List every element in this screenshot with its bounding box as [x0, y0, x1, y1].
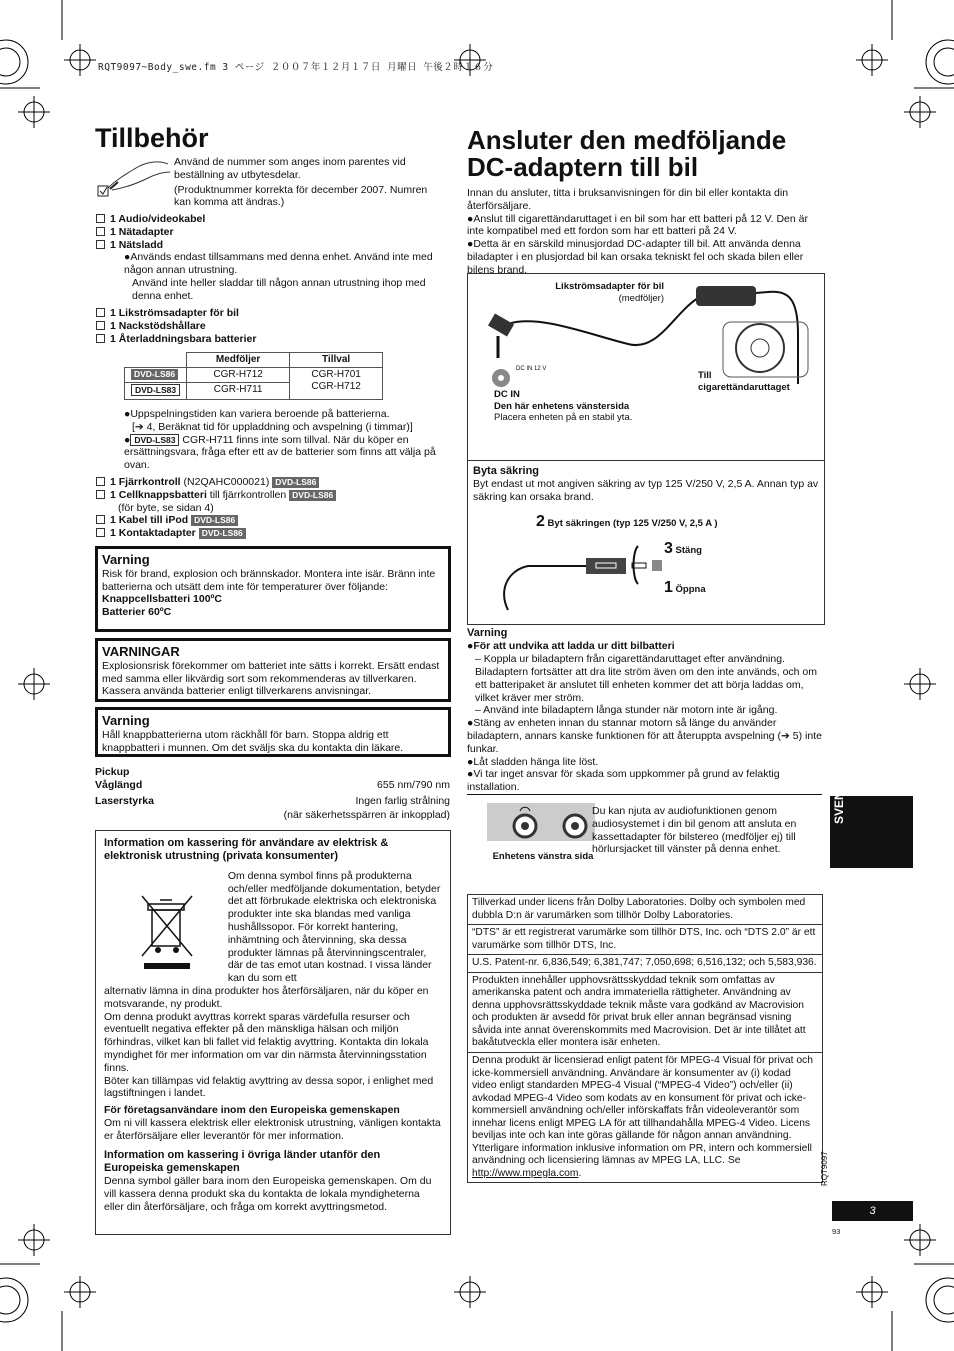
- intro-section: Innan du ansluter, titta i bruksanvisningen för din bil eller kontakta din återförsäljare. ●Anslut till cigarettändaruttaget i en bil som har ett batteri på 12 V. Den är inte kompatibel med ett fordon som har ett batteri på 24 V. ●Detta är en särskild minusjordad DC-adapter till bil. Att använda denna biladapter i en plusjordad bil kan orsaka tekniskt fel och skada bilen eller bilens brand.: [467, 187, 823, 277]
- dc-in-label: DC IN: [494, 389, 520, 400]
- table-header: Tillval: [290, 353, 383, 368]
- warning-text: Batterier 60ºC: [102, 606, 172, 619]
- fuse-text: Byt endast ut mot angiven säkring av typ 125 V/250 V, 2,5 A. Annan typ av säkring kan orsaka brand.: [473, 478, 819, 504]
- page-number: 3: [869, 1205, 876, 1217]
- dc-in-small-label: DC IN 12 V: [516, 366, 547, 372]
- bullet-detail: – Koppla ur biladaptern från cigarettändaruttaget efter användning. Biladaptern fortsätter att dra lite ström även om den inte används, och om ett batteripaket är anslutet till enheten kommer det att börja laddas om, vilket kräver mer ström.: [475, 653, 818, 704]
- list-item: 1 Kabel till iPod DVD-LS86: [96, 514, 448, 527]
- step-number: 2: [536, 513, 545, 530]
- socket-label: Till: [698, 370, 712, 381]
- intro-text: Innan du ansluter, titta i bruksanvisningen för din bil eller kontakta din återförsäljare.: [467, 187, 789, 212]
- license-mpeg4: Denna produkt är licensierad enligt patent för MPEG-4 Visual för privat och icke-kommersiell användning. Användare är konsumenter av (i) kodad video enligt standarden MPEG-4 Visual (“MPEG-4 Video”) och/eller (ii) avkodad MPEG-4 Video som kodats av en konsument för privat och icke-kommersiell användning och/eller införskaffats från videoleverantör som innehar licens enligt MPEG LA för att tillhandahålla MPEG-4 Video. Licens beviljas inte och kan inte göras gällande för någon annan användning. Ytterligare information inklusive information om PR, intern och kommersiell användning och licensiering lämnas av MPEG LA, LLC. Se http://www.mpegla.com.: [468, 1053, 823, 1183]
- bullet-detail: – Använd inte biladaptern långa stunder när motorn inte är igång.: [475, 704, 778, 717]
- warning-title: Varning: [102, 552, 150, 567]
- audio-text: Du kan njuta av audiofunktionen genom audiosystemet i din bil genom att ansluta en kassettadapter för bilstereo (medföljer ej) till hörlursjacket till vänster på denna enhet.: [592, 805, 797, 856]
- pen-hand-icon: [96, 158, 172, 204]
- socket-label: cigarettändaruttaget: [698, 381, 790, 393]
- model-badge: DVD-LS86: [131, 369, 178, 380]
- disposal-text: Om denna produkt avyttras korrekt sparas värdefulla resurser och eventuellt negativa effekter på den mänskliga hälsan och miljön förhindras, vilket kan bli fallet vid felaktig avyttring. Kontakta din lokala myndighet för mer information om var din närmsta återvinningsstation finns.: [104, 1010, 429, 1074]
- warning-text: Risk för brand, explosion och brännskador. Montera inte isär. Bränn inte batterierna och utsätt dem inte för temperaturer över följande:: [102, 567, 436, 593]
- doc-code: RQT9097: [820, 1151, 829, 1186]
- step-number: 1: [664, 579, 673, 596]
- step-text: Stäng: [675, 545, 702, 556]
- bullet-text: Stäng av enheten innan du stannar motorn så länge du använder biladaptern, annars kanske funktionen för att återuppta avspelning (➔ 5) inte funkar.: [467, 717, 822, 755]
- mpegla-link[interactable]: http://www.mpegla.com: [472, 1167, 579, 1179]
- checkbox-icon: [96, 240, 105, 249]
- warning-box-1: [95, 546, 451, 632]
- disposal-text: Denna symbol gäller bara inom den Europeiska gemenskapen. Om du vill kassera denna produkt ska du kontakta de lokala myndigheterna eller din återförsäljare, och fråga om korrekt avyttringsmetod.: [104, 1175, 432, 1213]
- disposal-subtitle: Information om kassering i övriga länder utanför den Europeiska gemenskapen: [104, 1148, 381, 1174]
- spec-label: Våglängd: [95, 778, 143, 791]
- list-item: 1 Nätadapter: [96, 226, 448, 239]
- table-cell: CGR-H712: [311, 381, 361, 393]
- accessory-list-b: [96, 307, 448, 345]
- product-number-note: (Produktnummer korrekta för december 2007. Numren kan komma att ändras.): [174, 183, 428, 209]
- bullet-text: Låt sladden hänga lite löst.: [473, 755, 599, 768]
- table-cell: CGR-H701: [311, 369, 361, 381]
- list-item: 1 Fjärrkontroll (N2QAHC000021) DVD-LS86: [96, 476, 448, 489]
- list-item: 1 Återladdningsbara batterier: [96, 333, 448, 346]
- dc-in-sublabel: Den här enhetens vänstersida: [494, 400, 630, 412]
- model-badge: DVD-LS83: [130, 434, 179, 446]
- warning-text: Håll knappbatterierna utom räckhåll för barn. Stoppa aldrig ett knappbatteri i munnen. Om det sväljs ska du kontakta din läkare.: [102, 728, 404, 754]
- list-item: 1 Nackstödshållare: [96, 320, 448, 333]
- language-tab: [830, 765, 913, 868]
- checkbox-icon: [96, 308, 105, 317]
- pickup-specs: [95, 766, 450, 822]
- list-item: 1 Audio/videokabel: [96, 213, 448, 226]
- spec-value: 655 nm/790 nm: [377, 778, 450, 791]
- fuse-title: Byta säkring: [473, 465, 540, 477]
- list-item: 1 Nätsladd: [96, 239, 448, 252]
- note: [➔ 4, Beräknat tid för uppladdning och avspelning (i timmar)]: [132, 420, 413, 433]
- page-number-box: [832, 1201, 913, 1221]
- step-text: Öppna: [675, 584, 706, 595]
- bullet-text: Anslut till cigarettändaruttaget i en bil som har ett batteri på 12 V. Den är inte kompatibel med ett fordon som har ett batteri på 24 V.: [467, 212, 808, 238]
- accessory-list-a: [96, 213, 448, 303]
- bullet-text: För att undvika att ladda ur ditt bilbatteri: [473, 640, 675, 653]
- caution-title: Varning: [467, 627, 508, 639]
- dc-in-note: Placera enheten på en stabil yta.: [494, 412, 633, 424]
- spec-label: Laserstyrka: [95, 794, 154, 807]
- spec-value: (när säkerhetsspärren är inkopplad): [283, 809, 450, 822]
- bullet-text: Detta är en särskild minusjordad DC-adapter till bil. Att använda denna biladapter i en plusjordad bil kan orsaka tekniskt fel och skada bilen eller bilens brand.: [467, 238, 804, 276]
- power-cord-note: ●Används endast tillsammans med denna enhet. Använd inte med någon annan utrustning.: [124, 251, 433, 277]
- disposal-info-box: [95, 830, 451, 1235]
- disposal-text: Om ni vill kassera elektrisk eller elektronisk utrustning, vänligen kontakta er återförsäljare eller leverantör för mer information.: [104, 1116, 441, 1142]
- page-title-car-adapter: Ansluter den medföljande DC-adaptern till bil: [467, 125, 787, 183]
- license-macrovision: Produkten innehåller upphovsrättsskyddad teknik som omfattas av amerikanska patent och andra immateriella rättigheter. Användning av denna upphovsrättsskyddade teknik måste vara godkänd av Macrovision och produkten är avsedd för privat bruk eller annan begränsad visning såvida inte annat överenskommits med Macrovision. Det är inte tillåtet att bakåtutveckla eller montera isär enheten.: [468, 972, 823, 1052]
- file-header: RQT9097~Body_swe.fm 3 ページ ２００７年１２月１７日 月曜日 午後２時１６分: [98, 62, 494, 73]
- warning-box-2: [95, 638, 451, 702]
- list-item: 1 Kontaktadapter DVD-LS86: [96, 527, 448, 540]
- disposal-text: Böter kan tillämpas vid felaktig avyttring av dessa sopor, i enlighet med lagstiftningen i landet.: [104, 1074, 434, 1100]
- audio-caption: Enhetens vänstra sida: [492, 851, 594, 862]
- checkbox-icon: [96, 334, 105, 343]
- small-page-number: 93: [832, 1227, 841, 1236]
- step-number: 3: [664, 540, 673, 557]
- adapter-figure: [467, 273, 825, 625]
- adapter-sublabel: (medföljer): [618, 292, 664, 304]
- note: ●Uppspelningstiden kan variera beroende på batterierna.: [124, 408, 390, 420]
- disposal-subtitle: För företagsanvändare inom den Europeiska gemenskapen: [104, 1104, 400, 1117]
- license-dts: “DTS” är ett registrerat varumärke som tillhör DTS, Inc. och “DTS 2.0” är ett varumärke som tillhör DTS, Inc.: [468, 925, 823, 955]
- note: CGR-H711 finns inte som tillval. När du köper en ersättningsvara, fråga efter ett av de batterier som finns att välja på ovan.: [124, 433, 436, 472]
- spec-value: Ingen farlig strålning: [355, 794, 450, 807]
- step-text: Byt säkringen (typ 125 V/250 V, 2,5 A ): [547, 518, 718, 529]
- warning-text: Explosionsrisk förekommer om batteriet inte sätts i korrekt. Ersätt endast med samma eller likvärdig sort som rekommenderas av tillverkaren. Kassera använda batterier enligt tillverkarens anvisningar.: [102, 659, 440, 698]
- adapter-label: Likströmsadapter för bil: [555, 281, 664, 292]
- warning-title: Varning: [102, 713, 150, 728]
- table-header: Medföljer: [187, 353, 290, 368]
- disposal-text: alternativ lämna in dina produkter hos återförsäljaren, när du köper en motsvarande, ny produkt.: [104, 984, 429, 1010]
- list-item: 1 Cellknappsbatteri till fjärrkontrollen DVD-LS86: [96, 489, 448, 502]
- checkbox-icon: [96, 515, 105, 524]
- bullet-text: Vi tar inget ansvar för skada som uppkommer på grund av felaktig installation.: [467, 768, 780, 794]
- warning-box-3: [95, 707, 451, 757]
- caution-section: Varning ●För att undvika att ladda ur ditt bilbatteri – Koppla ur biladaptern från cigarettändaruttaget efter användning. Biladaptern fortsätter att dra lite ström även om den inte används, och om ett batteripaket är anslutet till enheten kommer det att börja laddas om, vilket kräver mer ström. – Använd inte biladaptern långa stunder när motorn inte är igång. ●Stäng av enheten innan du stannar motorn så länge du använder biladaptern, annars kanske funktionen för att återuppta avspelning (➔ 5) inte funkar. ●Låt sladden hänga lite löst. ●Vi tar inget ansvar för skada som uppkommer på grund av felaktig installation.: [467, 627, 822, 794]
- license-dolby: Tillverkad under licens från Dolby Laboratories. Dolby och symbolen med dubbla D:n är varumärken som tillhör Dolby Laboratories.: [468, 895, 823, 925]
- checkbox-icon: [96, 490, 105, 499]
- warning-title: VARNINGAR: [102, 644, 180, 659]
- checkbox-icon: [96, 528, 105, 537]
- checkbox-icon: [96, 477, 105, 486]
- checkbox-icon: [96, 321, 105, 330]
- checkbox-icon: [96, 214, 105, 223]
- weee-bin-icon: [104, 870, 224, 980]
- language-tab-label: SVENSKA: [832, 765, 846, 824]
- license-table: [467, 894, 823, 1183]
- disposal-text: Om denna symbol finns på produkterna och/eller medföljande dokumentation, betyder det att förbrukade elektriska och elektroniska produkter inte ska blandas med vanliga hushållssopor. För korrekt hantering, inhämtning och återvinning, ska dessa produkter lämnas på återvinningscentraler, där de tas emot utan kostnad. I vissa länder kan du som ett: [227, 869, 441, 985]
- list-item: 1 Likströmsadapter för bil: [96, 307, 448, 320]
- power-cord-note-2: Använd inte heller sladdar till någon annan utrustning ihop med denna enhet.: [132, 276, 426, 302]
- audio-section: [467, 794, 822, 862]
- warning-text: Knappcellsbatteri 100ºC: [102, 593, 222, 606]
- spec-title: Pickup: [95, 766, 130, 778]
- page-title-accessories: Tillbehör: [95, 123, 209, 153]
- accessory-list-c: [96, 476, 448, 540]
- license-patents: U.S. Patent-nr. 6,836,549; 6,381,747; 7,050,698; 6,516,132; och 5,583,936.: [468, 955, 823, 973]
- table-cell: CGR-H711: [187, 383, 290, 399]
- table-cell: CGR-H712: [187, 368, 290, 383]
- order-note: Använd de nummer som anges inom parentes vid beställning av utbytesdelar.: [174, 156, 406, 181]
- model-badge: DVD-LS83: [131, 384, 180, 396]
- checkbox-icon: [96, 227, 105, 236]
- battery-table: [124, 352, 383, 400]
- battery-notes: ●Uppspelningstiden kan variera beroende på batterierna. [➔ 4, Beräknat tid för uppladdning och avspelning (i timmar)] ● DVD-LS83 CGR-H711 finns inte som tillval. När du köper en ersättningsvara, fråga efter ett av de batterier som finns att välja på ovan.: [124, 408, 450, 472]
- headphone-jack-icon: [487, 803, 595, 841]
- disposal-title: Information om kassering för användare av elektrisk & elektronisk utrustning (privata konsumenter): [104, 837, 389, 863]
- list-item-note: (för byte, se sidan 4): [118, 501, 214, 514]
